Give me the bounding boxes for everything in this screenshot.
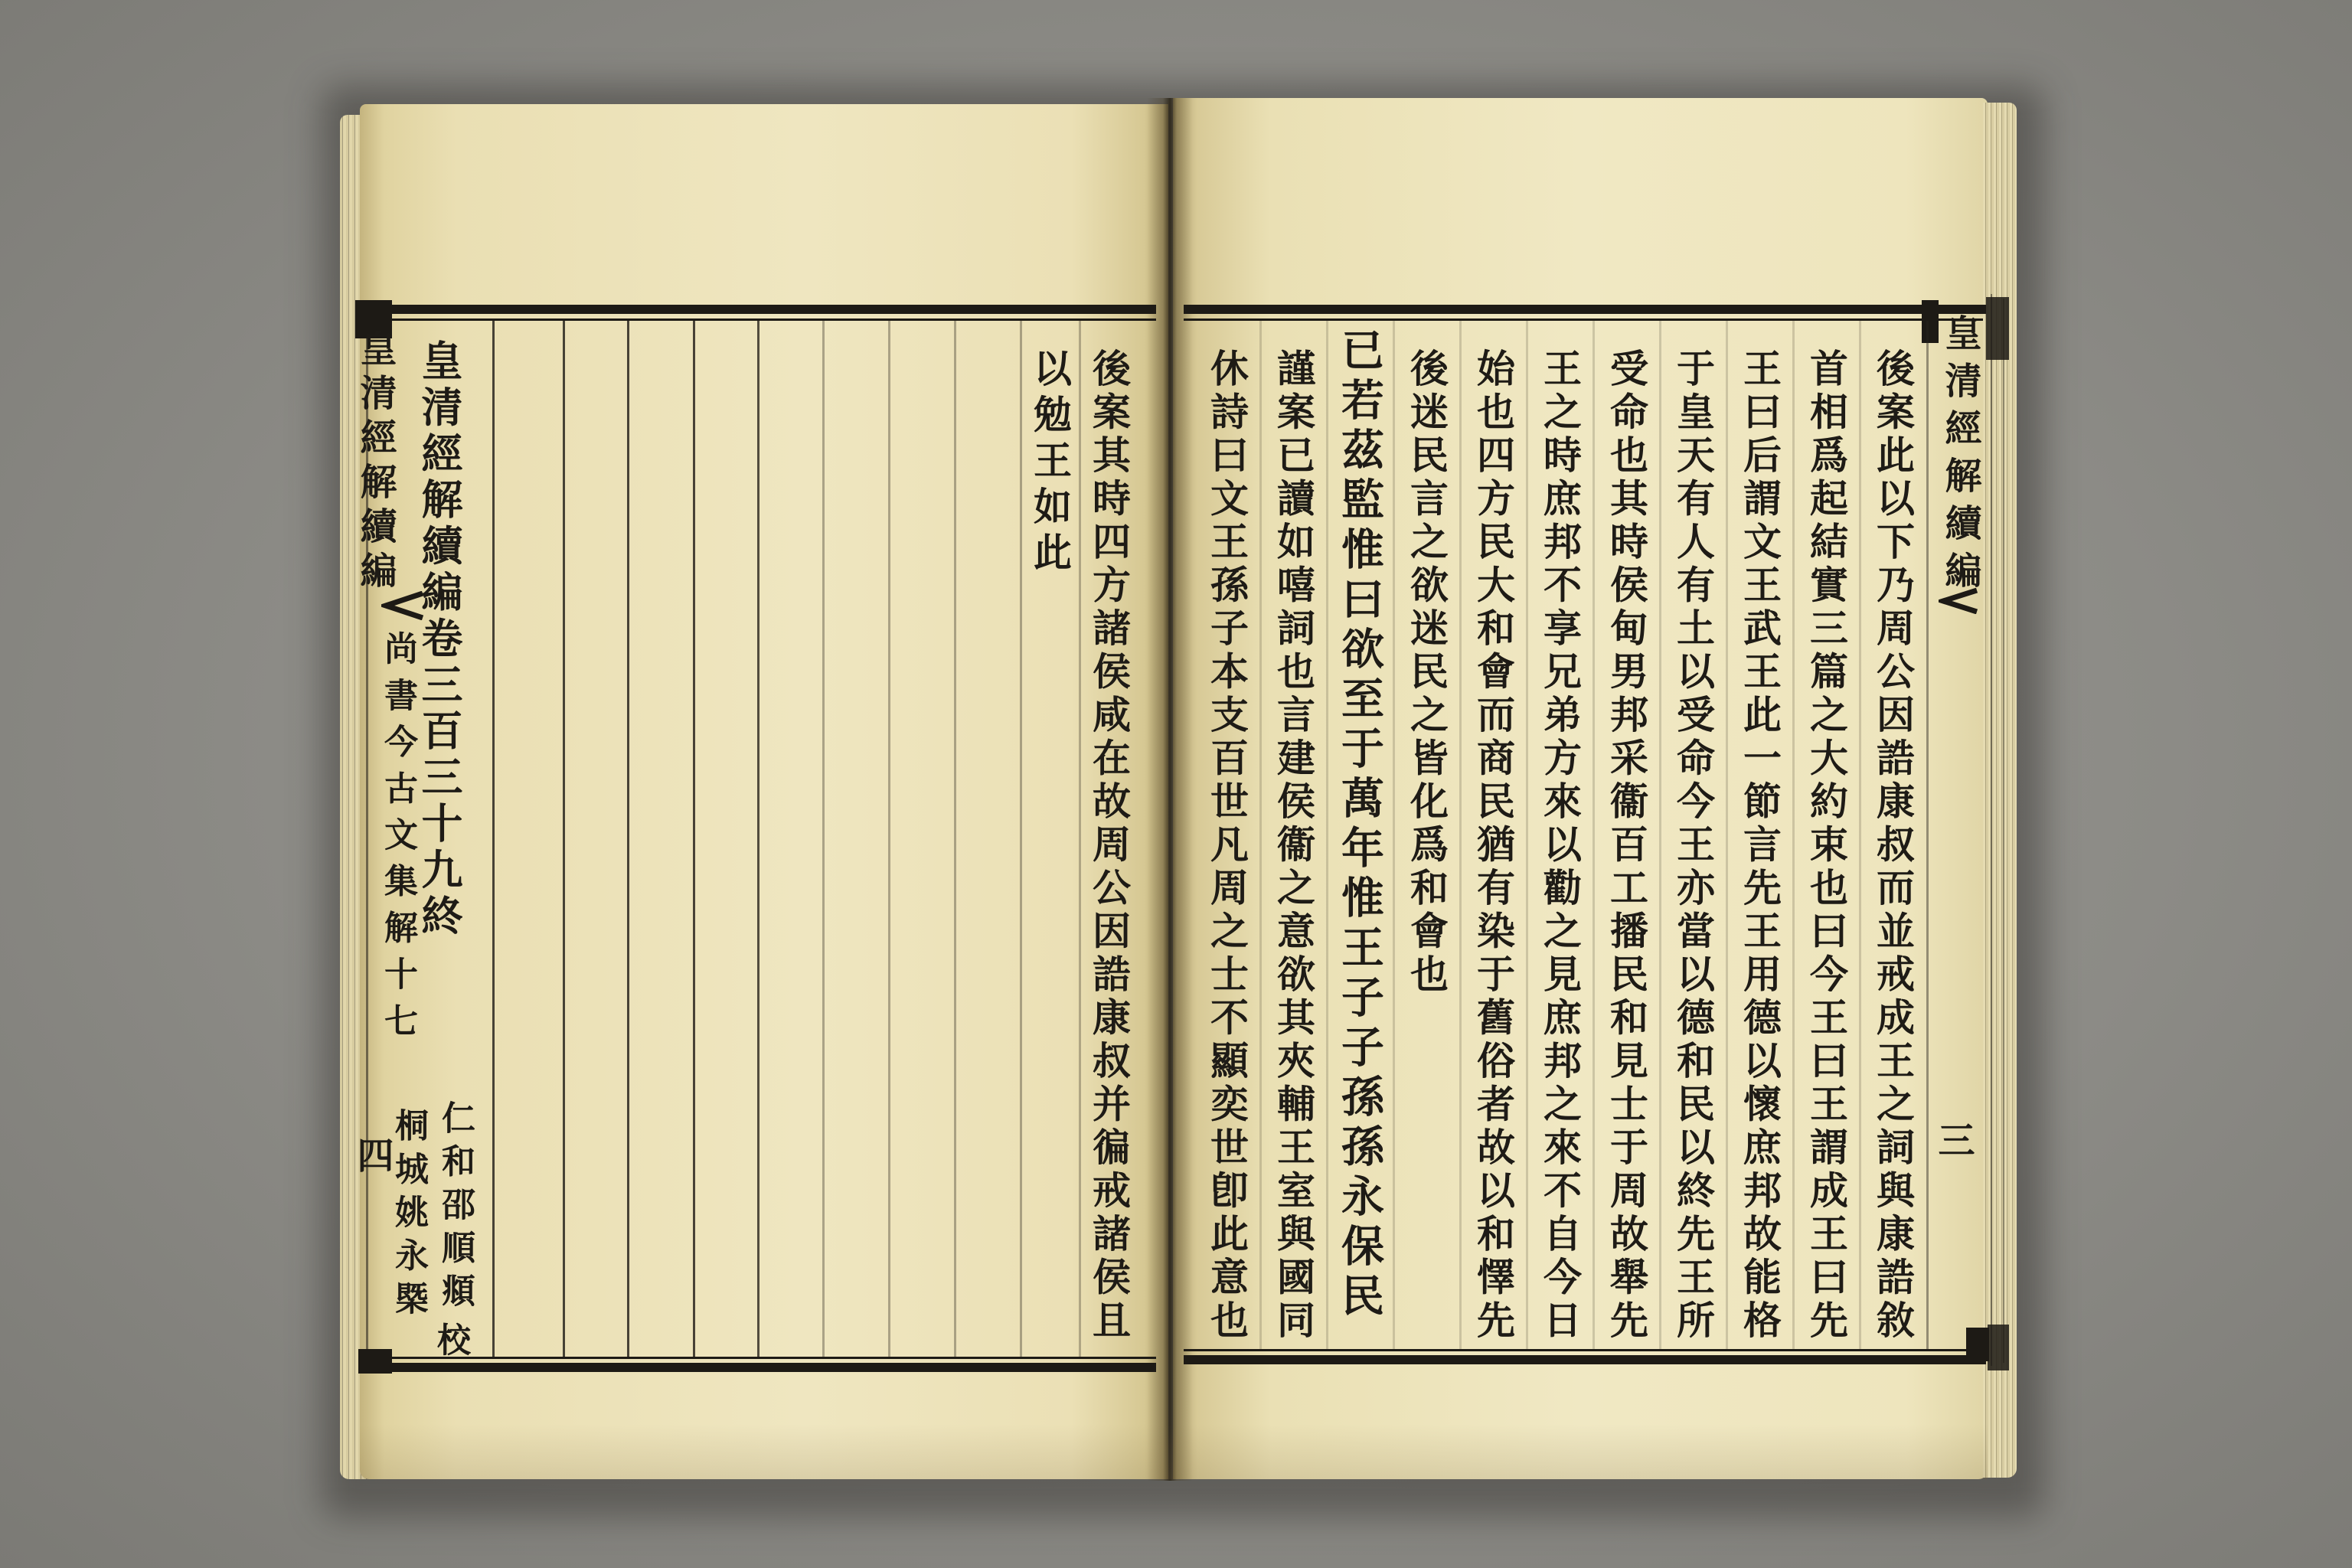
classic-main-text-column: 已若茲監惟曰欲至于萬年惟王子子孫孫永保民: [1334, 328, 1385, 1323]
right-frame-top-thin: [1184, 318, 1983, 321]
right-text-column: 王之時庶邦不享兄弟方來以勸之見庶邦之來不自今日: [1537, 348, 1583, 1344]
right-edge-ink-line: [1991, 294, 1992, 1366]
right-text-column: 受命也其時侯甸男邦采衞百工播民和見士于周故舉先: [1604, 348, 1649, 1344]
column-rule: [1259, 321, 1262, 1349]
page-bottom-shade: [360, 1424, 1988, 1479]
colophon-collation-mark: 校: [431, 1322, 470, 1366]
column-rule: [693, 321, 695, 1357]
left-text-column: 以勉王如此: [1027, 348, 1073, 578]
column-rule: [1020, 321, 1022, 1357]
right-block-mouth-bottom: [1966, 1328, 1989, 1361]
right-text-column: 後迷民言之欲迷民之皆化爲和會也: [1404, 348, 1449, 998]
column-rule: [1079, 321, 1081, 1357]
column-rule: [1926, 321, 1929, 1349]
left-margin-subtitle: 尚書今古文集解十七: [378, 631, 417, 1050]
right-text-column: 首相爲起結實三篇之大約束也曰今王曰王謂成王曰先: [1804, 348, 1849, 1344]
column-rule: [1326, 321, 1328, 1349]
right-frame-bottom-thin: [1184, 1349, 1983, 1351]
right-text-column: 始也四方民大和會而商民猶有染于舊俗者故以和懌先: [1471, 348, 1516, 1344]
left-block-mouth-bottom: [358, 1349, 392, 1374]
column-rule: [1592, 321, 1595, 1349]
column-rule: [822, 321, 825, 1357]
right-text-column: 王曰后謂文王武王此一節言先王用德以懷庶邦故能格: [1737, 348, 1782, 1344]
right-text-column: 于皇天有人有土以受命今王亦當以德和民以終先王所: [1671, 348, 1716, 1344]
left-frame-bottom-thick: [372, 1363, 1156, 1372]
right-text-column: 謹案已讀如嘻詞也言建侯衞之意欲其夾輔王室與國同: [1271, 348, 1316, 1344]
column-rule: [563, 321, 565, 1357]
left-frame-bottom-thin: [372, 1357, 1156, 1359]
volume-end-title: 皇清經解續編卷三百三十九終: [415, 339, 464, 941]
column-rule: [1659, 321, 1661, 1349]
right-edge-ink-line: [2003, 299, 2004, 1363]
column-rule: [1859, 321, 1861, 1349]
left-frame-top-thick: [377, 305, 1156, 314]
right-text-column: 休詩曰文王孫子本支百世凡周之士不顯奕世卽此意也: [1204, 348, 1250, 1344]
column-rule: [1526, 321, 1528, 1349]
column-rule: [757, 321, 760, 1357]
column-rule: [627, 321, 629, 1357]
column-rule: [888, 321, 890, 1357]
column-rule: [1393, 321, 1395, 1349]
left-page-number: 四: [351, 1136, 394, 1173]
right-margin-title: 皇清經解續編: [1939, 314, 1981, 599]
column-rule: [1792, 321, 1795, 1349]
right-text-column: 後案此以下乃周公因誥康叔而並戒成王之詞與康誥敘: [1870, 348, 1916, 1344]
right-frame-bottom-thick: [1184, 1355, 1986, 1364]
left-margin-title: 皇清經解續編: [354, 329, 397, 596]
column-rule: [1459, 321, 1462, 1349]
column-rule: [954, 321, 956, 1357]
column-rule: [492, 321, 495, 1357]
left-text-column: 後案其時四方諸侯咸在故周公因誥康叔并徧戒諸侯且: [1086, 348, 1132, 1344]
right-edge-ink-block: [1986, 297, 2009, 360]
colophon-editor: 桐城姚永槩: [389, 1108, 428, 1325]
right-page-number: 三: [1932, 1121, 1975, 1158]
colophon-editor: 仁和邵順頫: [436, 1100, 475, 1317]
right-frame-top-thick: [1184, 305, 1986, 314]
column-rule: [1726, 321, 1728, 1349]
right-edge-ink-block: [1988, 1325, 2009, 1370]
